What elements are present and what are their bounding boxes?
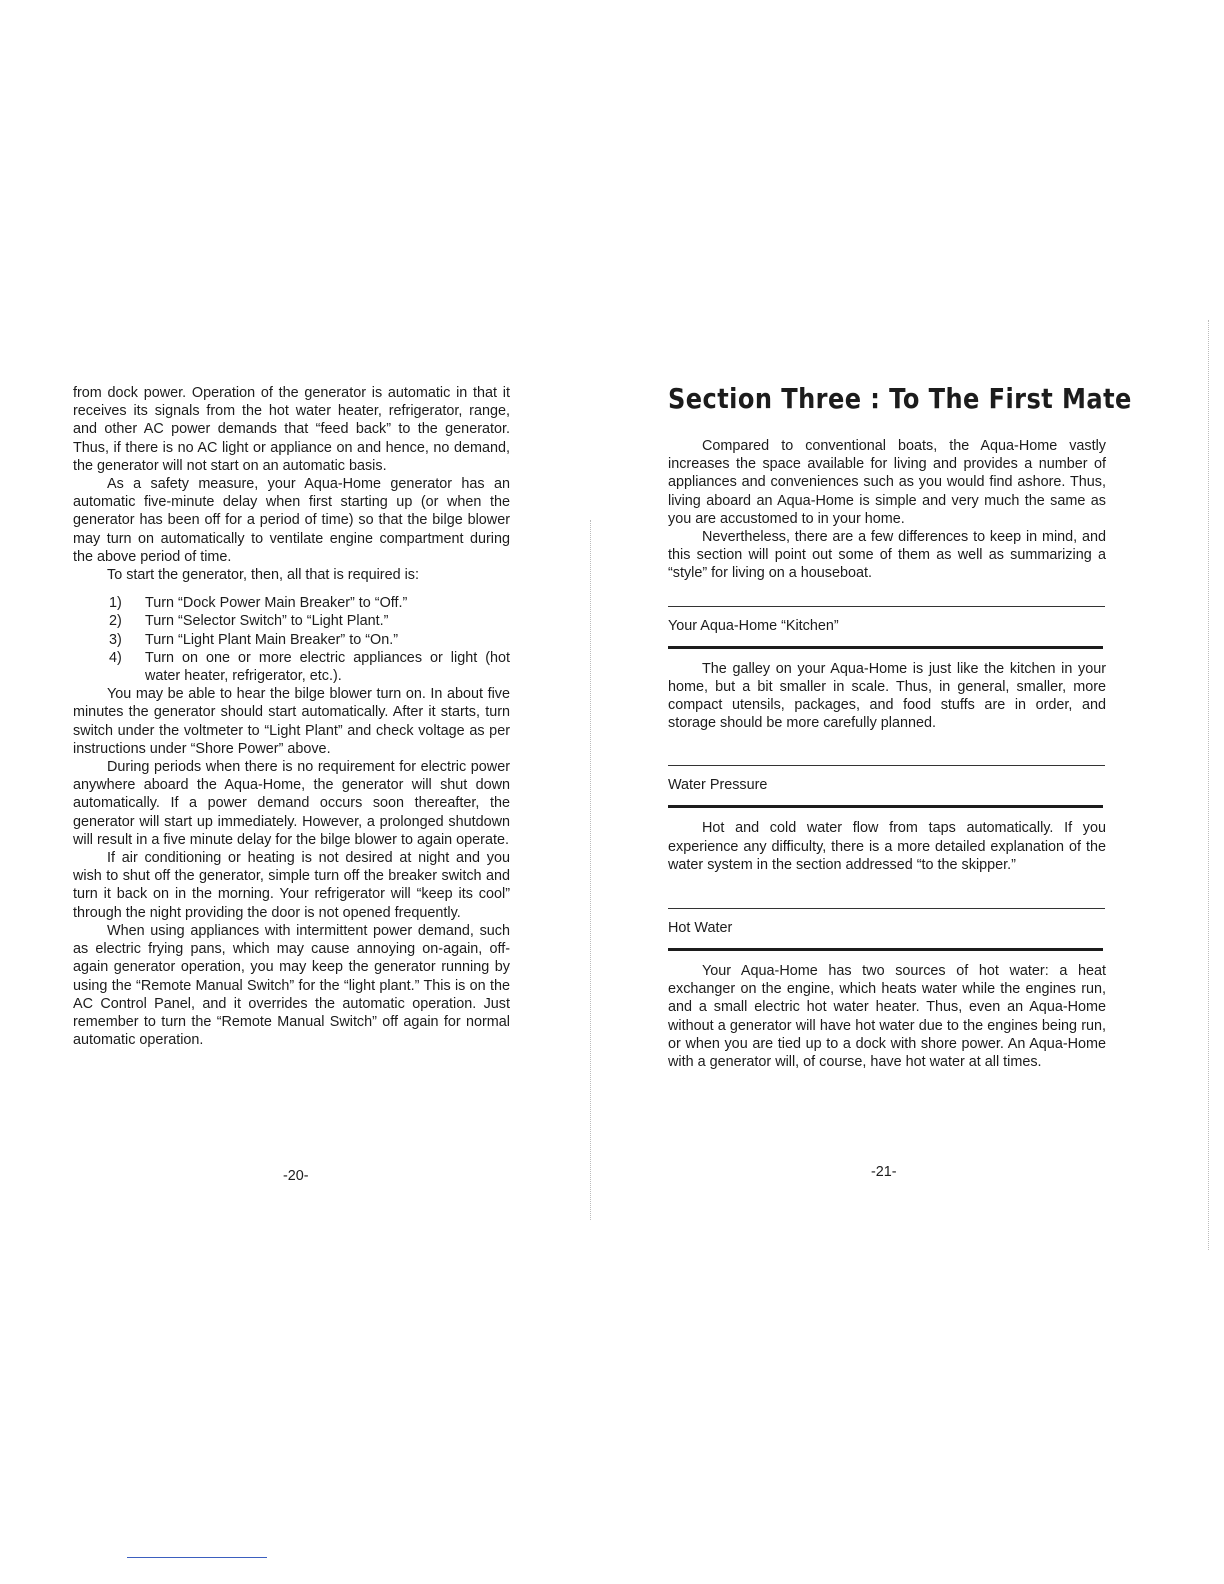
subsection-heading: Water Pressure (668, 777, 768, 794)
page-edge (1208, 320, 1209, 1250)
paragraph: When using appliances with intermittent power demand, such as electric frying pans, which may cause annoying on-again, off-again generator operation, you may keep the generator running by using the “Remote Manual Switch” for the “light plant.” This is on the AC Control Panel, and it overrides the automatic operation. Just remember to turn the “Remote Manual Switch” off again for normal automatic operation. (73, 922, 510, 1049)
list-item-text: Turn “Light Plant Main Breaker” to “On.” (145, 631, 398, 648)
list-item-text: Turn “Selector Switch” to “Light Plant.” (145, 613, 389, 630)
list-item-text: Turn on one or more electric appliances or light (hot water heater, refrigerator, etc.). (145, 649, 510, 685)
subsection-kitchen (668, 606, 1106, 733)
page-number: -21- (871, 1164, 897, 1180)
divider (668, 805, 1103, 808)
subsection-heading: Hot Water (668, 920, 733, 937)
list-item-number: 1) (109, 595, 122, 612)
list-item (73, 631, 510, 649)
list-item-text: Turn “Dock Power Main Breaker” to “Off.” (145, 595, 408, 612)
list-item (73, 594, 510, 612)
paragraph: The galley on your Aqua-Home is just like the kitchen in your home, but a bit smaller in scale. Thus, in general, smaller, more compact utensils, packages, and food stuffs are in order, and storage should be more carefully planned. (668, 660, 1106, 732)
paragraph: Your Aqua-Home has two sources of hot water: a heat exchanger on the engine, which heats water while the engines run, and a small electric hot water heater. Thus, even an Aqua-Home without a generator will have hot water due to the engines being run, or when you are tied up to a dock with shore power. An Aqua-Home with a generator will, of course, have hot water at all times. (668, 963, 1106, 1071)
list-item-number: 4) (109, 649, 122, 666)
subsection-water-pressure (668, 765, 1106, 874)
paragraph: If air conditioning or heating is not desired at night and you wish to shut off the generator, simple turn off the breaker switch and turn it back on in the morning. Your refrigerator will “keep its cool” through the night providing the door is not opened frequently. (73, 850, 510, 921)
section-title: Section Three : To The First Mate (668, 382, 1132, 415)
paragraph: from dock power. Operation of the generator is automatic in that it receives its signals from the hot water heater, refrigerator, range, and other AC power demands that “feed back” to the generator. Thus, if there is no AC light or appliance on and hence, no demand, the generator will not start on an automatic basis. (73, 385, 510, 474)
paragraph: Nevertheless, there are a few differences to keep in mind, and this section will point out some of them as well as summarizing a “style” for living on a houseboat. (668, 529, 1106, 582)
divider (668, 646, 1103, 649)
list-item (73, 649, 510, 685)
paragraph: You may be able to hear the bilge blower turn on. In about five minutes the generator should start automatically. After it starts, turn switch under the voltmeter to “Light Plant” and check voltage as per instructions under “Shore Power” above. (73, 686, 510, 757)
page-spine (590, 520, 591, 1220)
paragraph: Hot and cold water flow from taps automatically. If you experience any difficulty, there is a more detailed explanation of the water system in the section addressed “to the skipper.” (668, 820, 1106, 873)
list-item-number: 2) (109, 613, 122, 630)
paragraph: To start the generator, then, all that is required is: (107, 567, 419, 584)
list-item-number: 3) (109, 631, 122, 648)
steps-list (73, 594, 510, 685)
paragraph: Compared to conventional boats, the Aqua-Home vastly increases the space available for living and provides a number of appliances and conveniences such as you would find ashore. Thus, living aboard an Aqua-Home is simple and very much the same as you are accustomed to in your home. (668, 438, 1106, 527)
subsection-hot-water (668, 908, 1106, 1071)
page-number: -20- (283, 1168, 309, 1184)
divider (668, 948, 1103, 951)
list-item (73, 612, 510, 630)
intro (668, 437, 1106, 583)
divider (668, 765, 1105, 766)
bottom-line (127, 1557, 267, 1558)
left-page (73, 384, 510, 1049)
paragraph: During periods when there is no requirement for electric power anywhere aboard the Aqua-Home, the generator will shut down automatically. If a power demand occurs soon thereafter, the generator will start up immediately. However, a prolonged shutdown will result in a five minute delay for the bilge blower to again operate. (73, 759, 510, 848)
subsection-heading: Your Aqua-Home “Kitchen” (668, 617, 839, 634)
divider (668, 908, 1105, 909)
paragraph: As a safety measure, your Aqua-Home generator has an automatic five-minute delay when first starting up (or when the generator has been off for a period of time) so that the bilge blower may turn on automatically to ventilate engine compartment during the above period of time. (73, 476, 510, 565)
divider (668, 606, 1105, 607)
right-page (668, 380, 1132, 1071)
